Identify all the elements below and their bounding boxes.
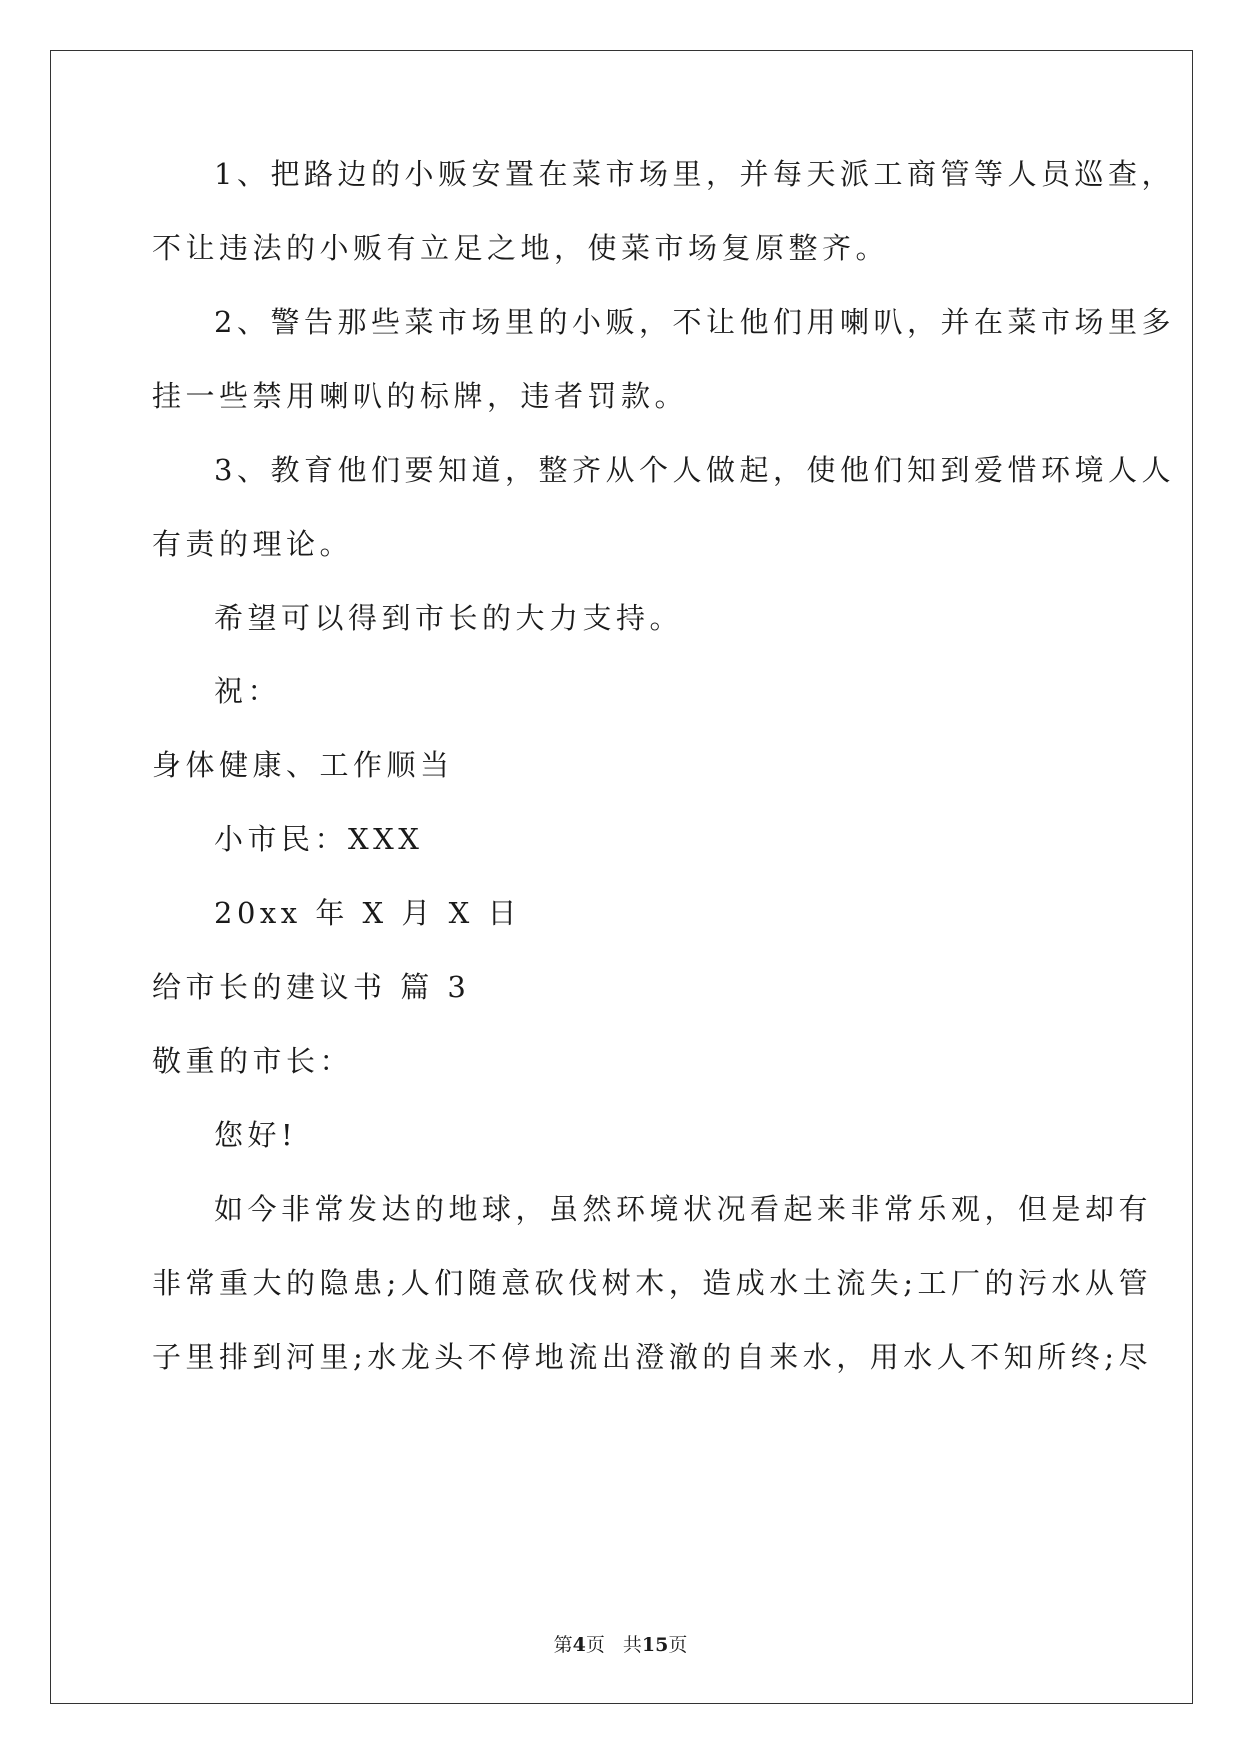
date-line: 20xx 年 X 月 X 日	[214, 896, 521, 930]
addressee-line: 敬重的市长：	[152, 1044, 354, 1078]
page-footer	[0, 1632, 1241, 1658]
greeting-line: 您好!	[214, 1118, 298, 1152]
paragraph-line: 希望可以得到市长的大力支持。	[214, 601, 684, 635]
page-prefix: 第	[553, 1634, 573, 1656]
paragraph-line: 2、警告那些菜市场里的小贩，不让他们用喇叭，并在菜市场里多	[214, 305, 1175, 339]
total-suffix: 页	[668, 1634, 688, 1656]
paragraph-line: 3、教育他们要知道，整齐从个人做起，使他们知到爱惜环境人人	[214, 453, 1175, 487]
paragraph-line: 有责的理论。	[152, 527, 354, 561]
paragraph-line: 子里排到河里;水龙头不停地流出澄澈的自来水，用水人不知所终;尽	[152, 1340, 1153, 1374]
paragraph-line: 不让违法的小贩有立足之地，使菜市场复原整齐。	[152, 231, 890, 265]
signature-line: 小市民：XXX	[214, 822, 424, 856]
paragraph-line: 如今非常发达的地球，虽然环境状况看起来非常乐观，但是却有	[214, 1192, 1153, 1226]
paragraph-line: 挂一些禁用喇叭的标牌，违者罚款。	[152, 379, 689, 413]
salutation-line: 祝：	[214, 674, 282, 708]
page-number: 4	[572, 1634, 586, 1656]
page-suffix: 页	[585, 1634, 605, 1656]
total-prefix: 共	[622, 1634, 642, 1656]
paragraph-line: 1、把路边的小贩安置在菜市场里，并每天派工商管等人员巡查，	[214, 157, 1175, 191]
section-title: 给市长的建议书 篇 3	[152, 970, 471, 1004]
page-border	[50, 50, 1193, 1704]
blessing-line: 身体健康、工作顺当	[152, 748, 454, 782]
paragraph-line: 非常重大的隐患;人们随意砍伐树木，造成水土流失;工厂的污水从管	[152, 1266, 1153, 1300]
total-pages: 15	[641, 1634, 669, 1656]
